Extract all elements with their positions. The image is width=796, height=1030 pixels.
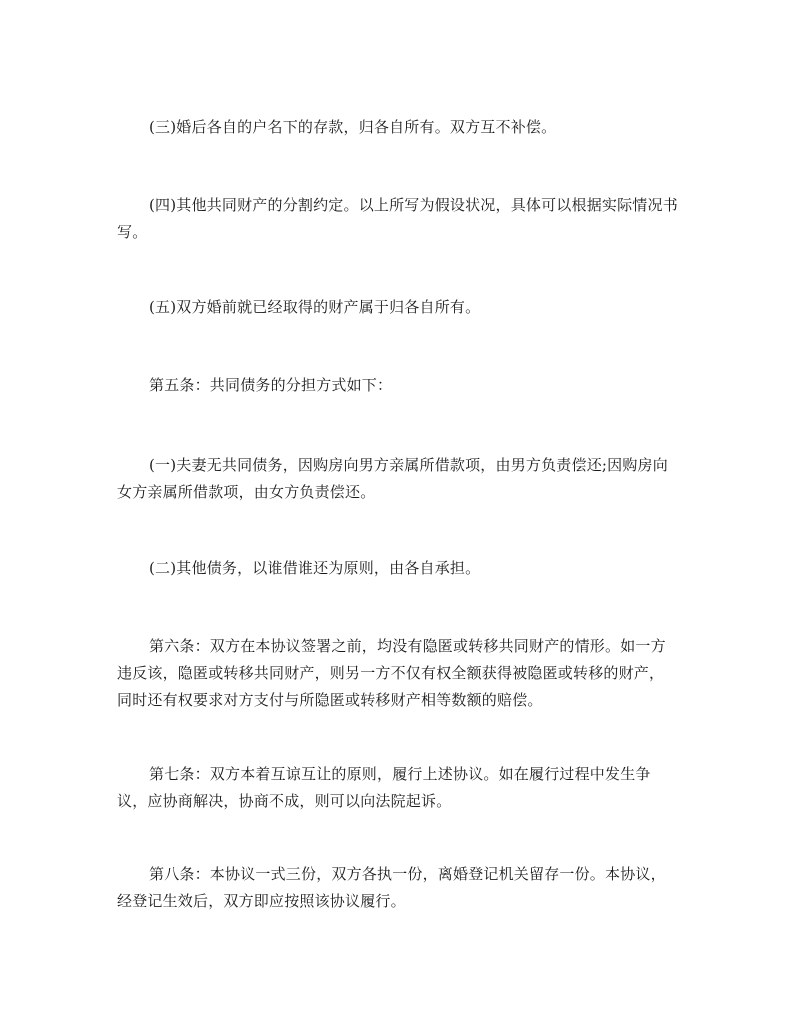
paragraph-debt-1: (一)夫妻无共同债务，因购房向男方亲属所借款项，由男方负责偿还;因购房向女方亲属所借款项，由女方负责偿还。 bbox=[117, 456, 668, 501]
paragraph-deposits: (三)婚后各自的户名下的存款，归各自所有。双方互不补偿。 bbox=[149, 118, 557, 136]
article-6: 第六条：双方在本协议签署之前，均没有隐匿或转移共同财产的情形。如一方违反该，隐匿或转移共同财产，则另一方不仅有权全额获得被隐匿或转移的财产，同时还有权要求对方支付与所隐匿或转移财产相等数额的赔偿。 bbox=[117, 637, 666, 709]
article-8: 第八条：本协议一式三份，双方各执一份，离婚登记机关留存一份。本协议，经登记生效后，双方即应按照该协议履行。 bbox=[117, 865, 666, 910]
paragraph-other-property: (四)其他共同财产的分割约定。以上所写为假设状况，具体可以根据实际情况书写。 bbox=[117, 196, 678, 241]
paragraph-premarital-property: (五)双方婚前就已经取得的财产属于归各自所有。 bbox=[149, 298, 481, 316]
paragraph-debt-2: (二)其他债务，以谁借谁还为原则，由各自承担。 bbox=[149, 559, 481, 577]
article-7: 第七条：双方本着互谅互让的原则，履行上述协议。如在履行过程中发生争议，应协商解决，协商不成，则可以向法院起诉。 bbox=[117, 765, 651, 810]
article-5-heading: 第五条：共同债务的分担方式如下： bbox=[149, 376, 393, 394]
